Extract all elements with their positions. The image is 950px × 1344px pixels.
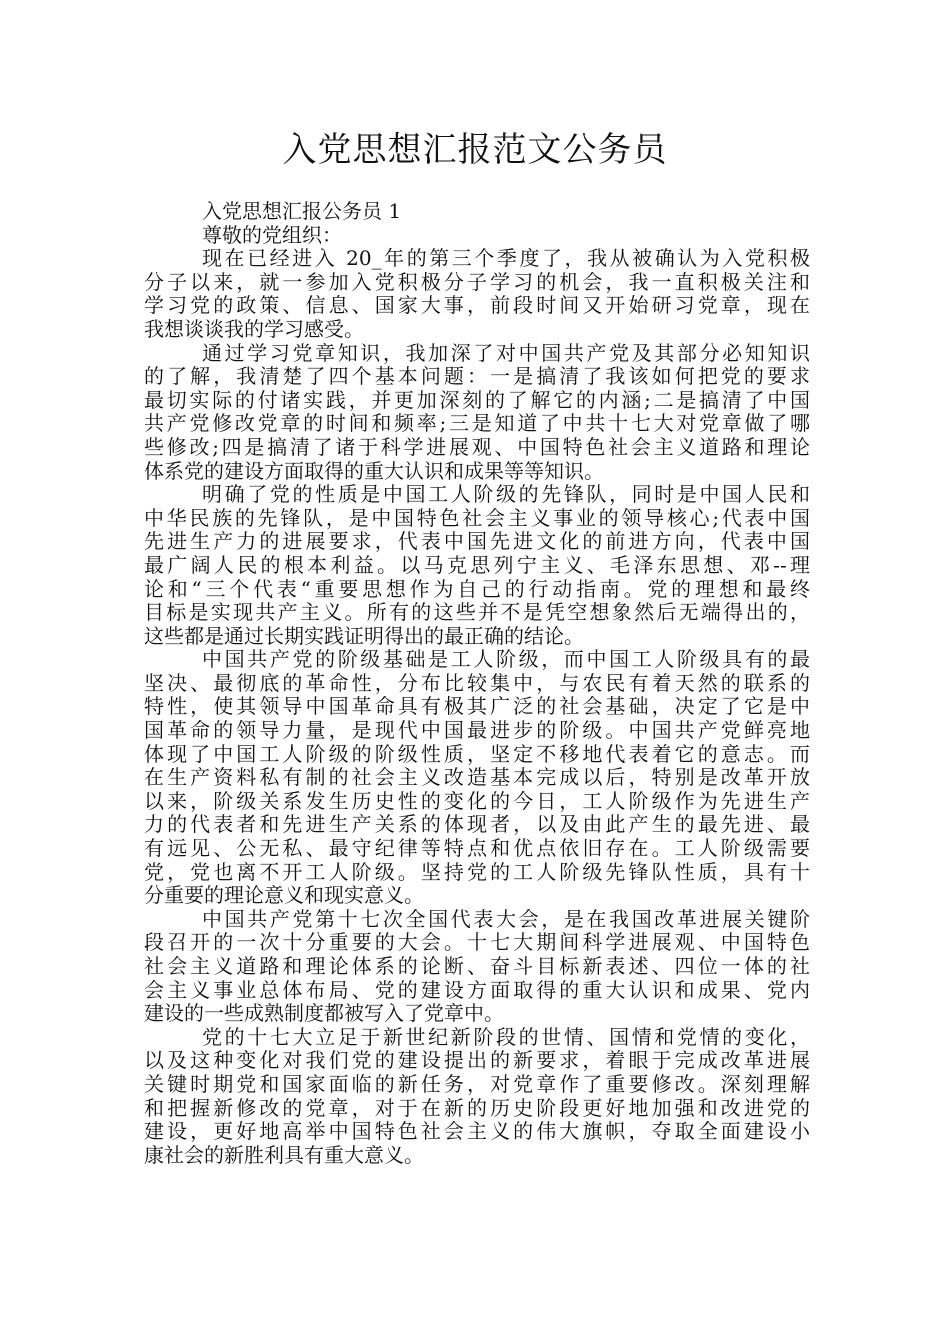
- body-text-line: 会主义事业总体布局、党的建设方面取得的重大认识和成果、党内: [144, 978, 810, 1002]
- document-body: [144, 200, 810, 1167]
- body-text-line: 我想谈谈我的学习感受。: [144, 317, 364, 341]
- body-text-line: 分重要的理论意义和现实意义。: [144, 884, 424, 908]
- body-text-line: 体系党的建设方面取得的重大认识和成果等等知识。: [144, 459, 604, 483]
- body-text-line: 党，党也离不开工人阶级。坚持党的工人阶级先锋队性质，具有十: [144, 860, 810, 884]
- body-text-line: 的了解，我清楚了四个基本问题：一是搞清了我该如何把党的要求: [144, 365, 810, 389]
- body-text-line: 共产党修改党章的时间和频率;三是知道了中共十七大对党章做了哪: [144, 412, 810, 436]
- body-text-line: 段召开的一次十分重要的大会。十七大期间科学进展观、中国特色: [144, 931, 810, 955]
- body-text-line: 先进生产力的进展要求，代表中国先进文化的前进方向，代表中国: [144, 530, 810, 554]
- body-text-line: 特性，使其领导中国革命具有极其广泛的社会基础，决定了它是中: [144, 695, 810, 719]
- body-text-line: 以来，阶级关系发生历史性的变化的今日，工人阶级作为先进生产: [144, 789, 810, 813]
- body-text-line: 明确了党的性质是中国工人阶级的先锋队，同时是中国人民和: [202, 483, 810, 507]
- body-text-line: 建设，更好地高举中国特色社会主义的伟大旗帜，夺取全面建设小: [144, 1120, 810, 1144]
- body-text-line: 社会主义道路和理论体系的论断、奋斗目标新表述、四位一体的社: [144, 955, 810, 978]
- body-text-line: 有远见、公无私、最守纪律等特点和优点依旧存在。工人阶级需要: [144, 837, 810, 861]
- body-text-line: 这些都是通过长期实践证明得出的最正确的结论。: [144, 624, 584, 648]
- body-text-line: 中国共产党的阶级基础是工人阶级，而中国工人阶级具有的最: [202, 648, 810, 672]
- body-text-line: 中国共产党第十七次全国代表大会，是在我国改革进展关键阶: [202, 907, 810, 931]
- body-text-line: 关键时期党和国家面临的新任务，对党章作了重要修改。深刻理解: [144, 1072, 810, 1096]
- body-text-line: 学习党的政策、信息、国家大事，前段时间又开始研习党章，现在: [144, 294, 810, 318]
- body-text-line: 现在已经进入 20_年的第三个季度了，我从被确认为入党积极: [202, 247, 810, 271]
- body-text-line: 目标是实现共产主义。所有的这些并不是凭空想象然后无端得出的，: [144, 601, 810, 625]
- body-text-line: 尊敬的党组织：: [202, 223, 342, 247]
- body-text-line: 最广阔人民的根本利益。以马克思列宁主义、毛泽东思想、邓--理: [144, 553, 810, 577]
- body-text-line: 入党思想汇报公务员 1: [202, 200, 402, 223]
- body-text-line: 些修改;四是搞清了诸于科学进展观、中国特色社会主义道路和理论: [144, 435, 810, 459]
- document-title: 入党思想汇报范文公务员: [282, 130, 668, 170]
- body-text-line: 坚决、最彻底的革命性，分布比较集中，与农民有着天然的联系的: [144, 671, 810, 695]
- body-text-line: 分子以来，就一参加入党积极分子学习的机会，我一直积极关注和: [144, 270, 810, 294]
- body-text-line: 通过学习党章知识，我加深了对中国共产党及其部分必知知识: [202, 341, 810, 365]
- body-text-line: 论和“三个代表“重要思想作为自己的行动指南。党的理想和最终: [144, 577, 810, 601]
- body-text-line: 最切实际的付诸实践，并更加深刻的了解它的内涵;二是搞清了中国: [144, 388, 810, 412]
- body-text-line: 和把握新修改的党章，对于在新的历史阶段更好地加强和改进党的: [144, 1096, 810, 1120]
- body-text-line: 以及这种变化对我们党的建设提出的新要求，着眼于完成改革进展: [144, 1049, 810, 1073]
- body-text-line: 在生产资料私有制的社会主义改造基本完成以后，特别是改革开放: [144, 766, 810, 790]
- body-text-line: 国革命的领导力量，是现代中国最进步的阶级。中国共产党鲜亮地: [144, 719, 810, 743]
- body-text-line: 党的十七大立足于新世纪新阶段的世情、国情和党情的变化，: [202, 1025, 810, 1049]
- body-text-line: 体现了中国工人阶级的阶级性质，坚定不移地代表着它的意志。而: [144, 742, 810, 766]
- body-text-line: 建设的一些成熟制度都被写入了党章中。: [144, 1002, 504, 1026]
- body-text-line: 康社会的新胜利具有重大意义。: [144, 1143, 424, 1167]
- body-text-line: 中华民族的先锋队，是中国特色社会主义事业的领导核心;代表中国: [144, 506, 810, 530]
- body-text-line: 力的代表者和先进生产关系的体现者，以及由此产生的最先进、最: [144, 813, 810, 837]
